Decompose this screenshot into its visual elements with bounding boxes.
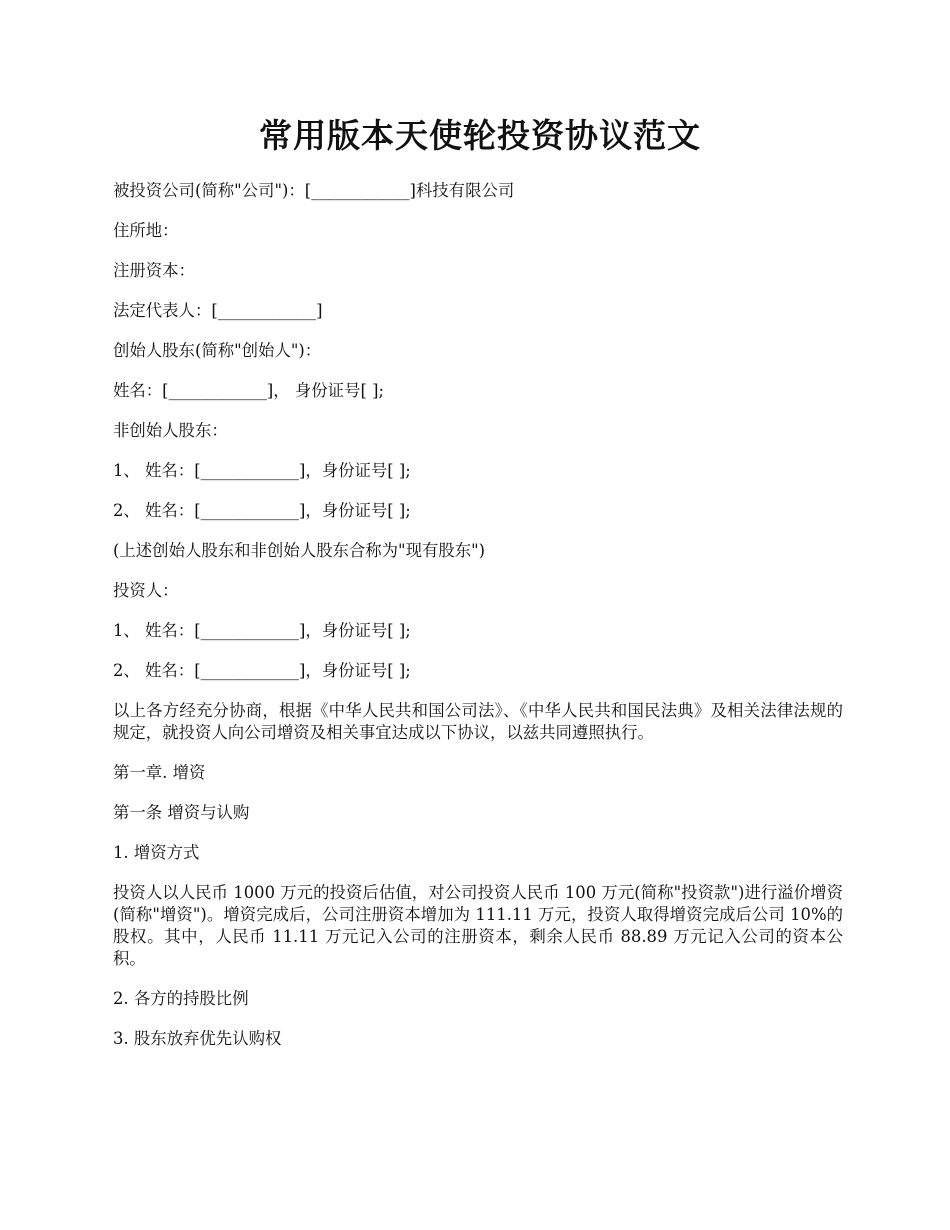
section-2-heading: 2. 各方的持股比例 <box>113 989 249 1008</box>
non-founder-shareholder-heading: 非创始人股东： <box>113 421 228 440</box>
existing-shareholders-note: (上述创始人股东和非创始人股东合称为"现有股东") <box>113 541 486 560</box>
preamble-paragraph: 以上各方经充分协商，根据《中华人民共和国公司法》、《中华人民共和国民法典》及相关法律法规的规定，就投资人向公司增资及相关事宜达成以下协议，以兹共同遵照执行。 <box>113 701 843 742</box>
article-1-heading: 第一条 增资与认购 <box>113 803 250 822</box>
company-name-line: 被投资公司(简称"公司")：[____________]科技有限公司 <box>113 181 515 200</box>
capital-increase-paragraph: 投资人以人民币 1000 万元的投资后估值，对公司投资人民币 100 万元(简称"投资款")进行溢价增资(简称"增资")。增资完成后，公司注册资本增加为 111.11 万元，投资人取得增资完成后公司 10%的股权。其中，人民币 11.11 万元记入公司的注册资本，剩余人民币 88.89 万元记入公司的资本公积。 <box>113 883 843 968</box>
investor-heading: 投资人： <box>113 581 179 600</box>
legal-representative-line: 法定代表人：[____________] <box>113 301 323 320</box>
address-line: 住所地： <box>113 221 179 240</box>
registered-capital-line: 注册资本： <box>113 261 195 280</box>
section-3-heading: 3. 股东放弃优先认购权 <box>113 1029 282 1048</box>
non-founder-item-2: 2、 姓名：[____________]，身份证号[ ]; <box>113 501 411 520</box>
investor-item-2: 2、 姓名：[____________]，身份证号[ ]; <box>113 661 411 680</box>
investor-item-1: 1、 姓名：[____________]，身份证号[ ]; <box>113 621 411 640</box>
founder-name-line: 姓名：[____________]， 身份证号[ ]; <box>113 381 384 400</box>
document-title: 常用版本天使轮投资协议范文 <box>259 116 701 155</box>
non-founder-item-1: 1、 姓名：[____________]，身份证号[ ]; <box>113 461 411 480</box>
document-page <box>113 112 843 1068</box>
founder-shareholder-heading: 创始人股东(简称"创始人")： <box>113 341 322 360</box>
section-1-heading: 1. 增资方式 <box>113 843 200 862</box>
chapter-1-heading: 第一章. 增资 <box>113 763 206 782</box>
